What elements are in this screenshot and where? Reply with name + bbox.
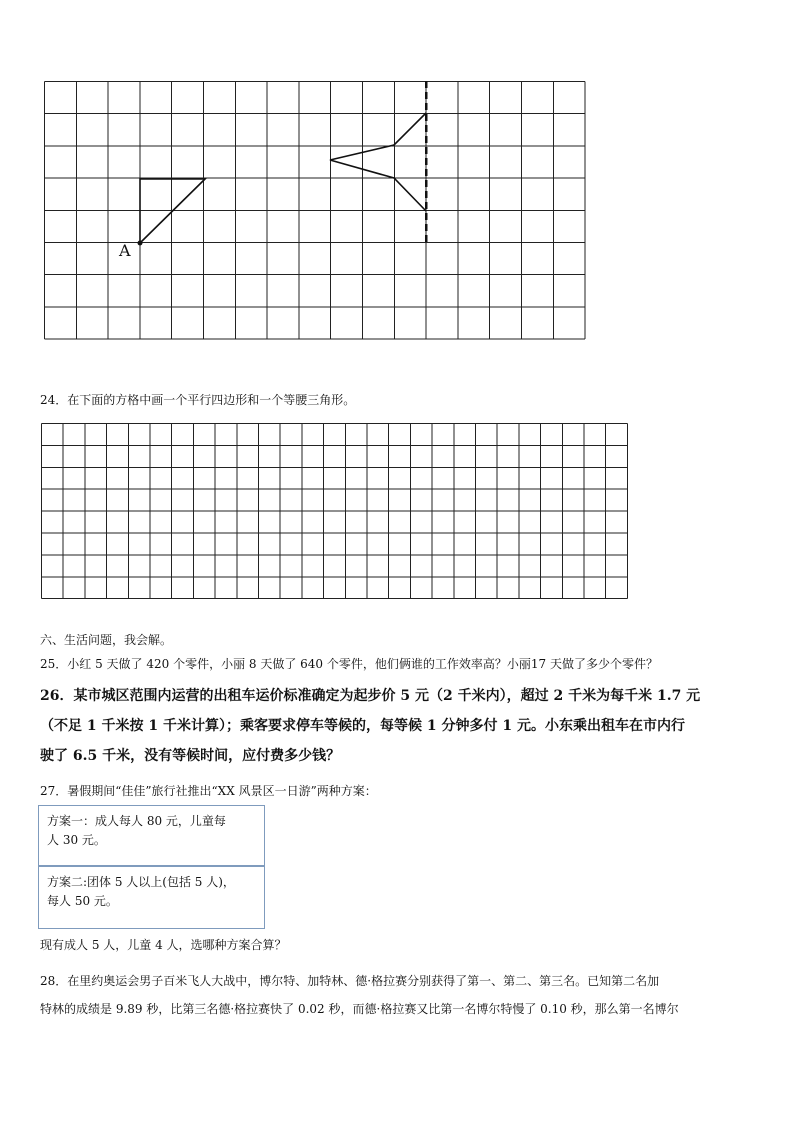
top-grid [45,82,586,340]
q24-text: 24．在下面的方格中画一个平行四边形和一个等腰三角形。 [40,393,356,407]
point-a-label: A [119,241,131,260]
q27-text: 27．暑假期间“佳佳”旅行社推出“XX 风景区一日游”两种方案： [40,784,377,798]
plan1-line1: 方案一：成人每人 80 元，儿童每 [47,814,226,828]
drawing-grid [0,415,794,630]
q28-line1: 28．在里约奥运会男子百米飞人大战中，博尔特、加特林、德·格拉赛分别获得了第一、第二、第三名。已知第二名加 [40,974,660,988]
plan1-box [38,805,265,866]
plan2-box [38,866,265,929]
q28-line2: 特林的成绩是 9.89 秒，比第三名德·格拉赛快了 0.02 秒，而德·格拉赛又比第一名博尔特慢了 0.10 秒，那么第一名博尔 [40,1002,679,1016]
q26-line1: 26．某市城区范围内运营的出租车运价标准确定为起步价 5 元（2 千米内），超过 2 千米为每千米 1.7 元 [40,688,701,704]
q25-text: 25．小红 5 天做了 420 个零件，小丽 8 天做了 640 个零件，他们俩谁的工作效率高？小丽17 天做了多少个零件？ [40,657,658,671]
plan2-line2: 每人 50 元。 [47,894,118,908]
arrow-half-shape [330,113,426,211]
q26-line2: （不足 1 千米按 1 千米计算）；乘客要求停车等候的，每等候 1 分钟多付 1 元。小东乘出租车在市内行 [40,718,685,734]
plan1-line2: 人 30 元。 [47,833,106,847]
point-a [138,241,143,246]
section6-title: 六、生活问题，我会解。 [40,633,173,647]
plan2-line1: 方案二:团体 5 人以上(包括 5 人)， [47,875,235,889]
q26-line3: 驶了 6.5 千米，没有等候时间，应付费多少钱？ [40,748,341,764]
q27-question: 现有成人 5 人，儿童 4 人，选哪种方案合算？ [40,938,287,952]
top-grid-figure [0,0,794,350]
triangle-shape [140,179,205,243]
